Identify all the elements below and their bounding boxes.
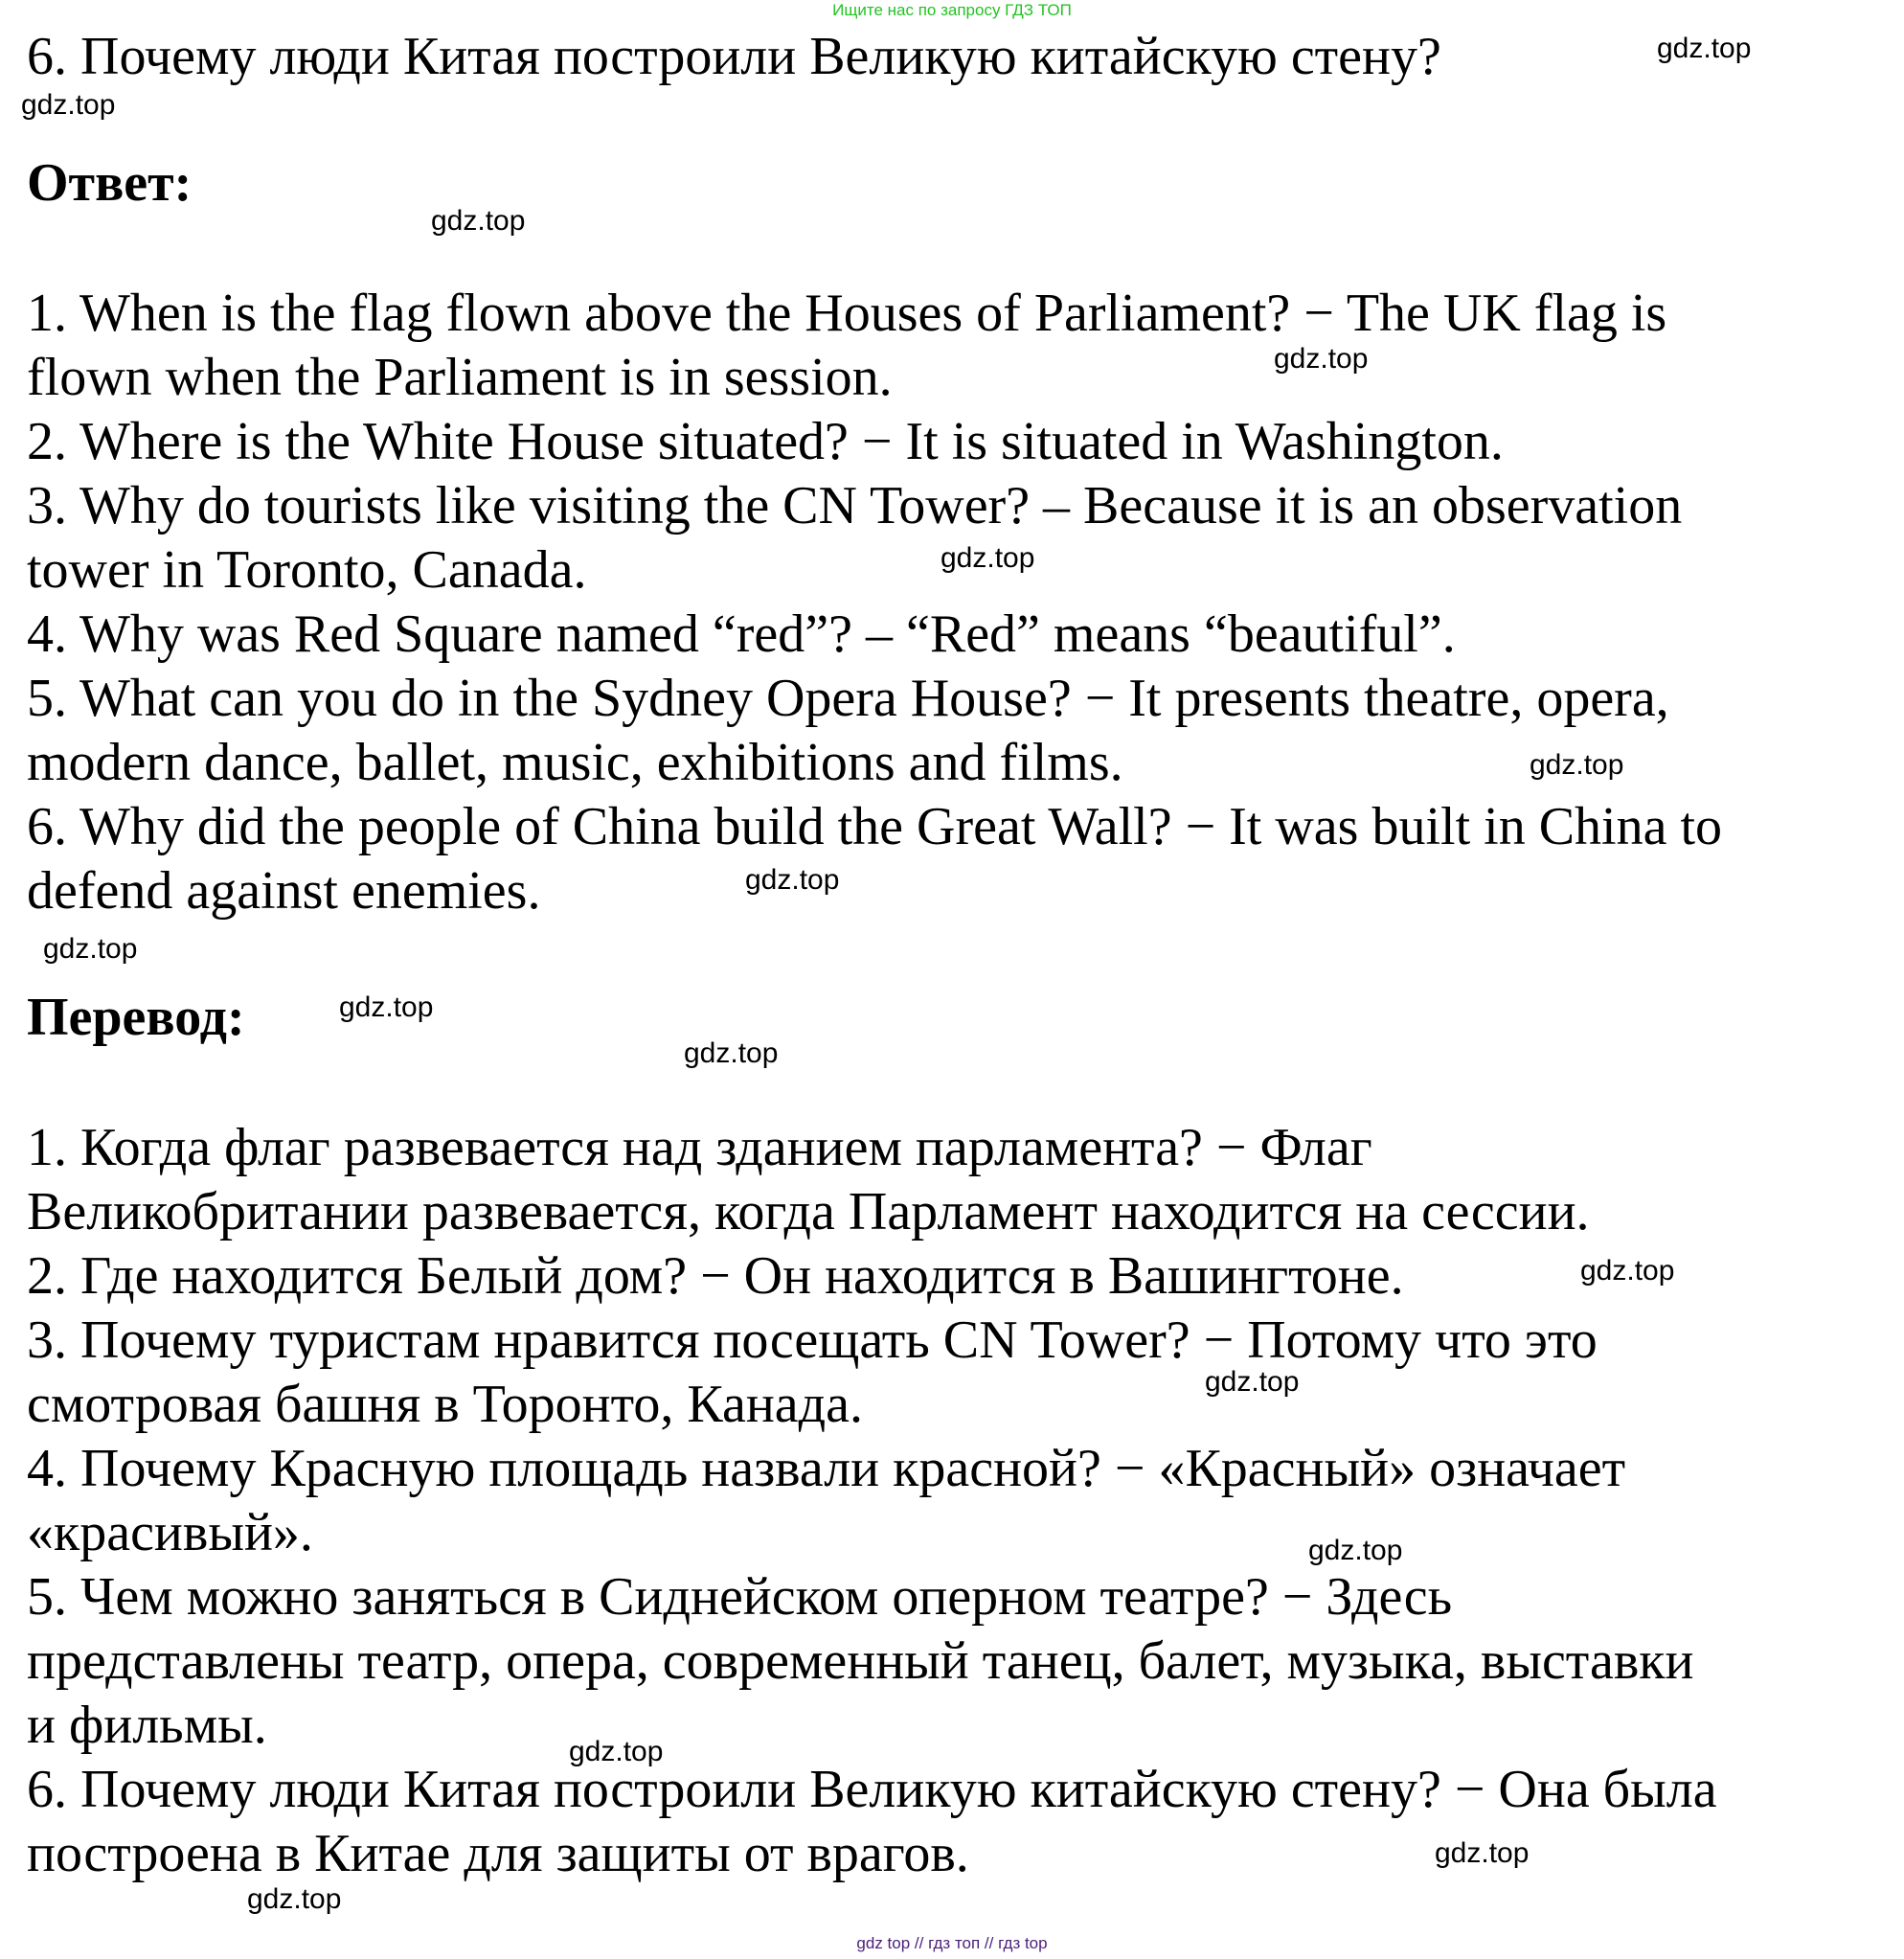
translation-line: 6. Почему люди Китая построили Великую китайскую стену? − Она была bbox=[27, 1760, 1717, 1819]
answer-heading: Ответ: bbox=[27, 153, 193, 213]
watermark: gdz.top bbox=[941, 542, 1035, 574]
watermark: gdz.top bbox=[43, 933, 138, 965]
answer-line: defend against enemies. bbox=[27, 861, 541, 921]
answer-line: 4. Why was Red Square named “red”? – “Red” means “beautiful”. bbox=[27, 604, 1456, 664]
watermark: gdz.top bbox=[247, 1883, 342, 1915]
translation-line: построена в Китае для защиты от врагов. bbox=[27, 1824, 969, 1883]
translation-heading: Перевод: bbox=[27, 988, 245, 1047]
watermark: gdz.top bbox=[1205, 1366, 1300, 1398]
watermark: gdz.top bbox=[745, 864, 840, 896]
answer-line: tower in Toronto, Canada. bbox=[27, 540, 587, 600]
translation-line: смотровая башня в Торонто, Канада. bbox=[27, 1375, 864, 1434]
watermark: gdz.top bbox=[21, 89, 116, 121]
watermark: gdz.top bbox=[1657, 33, 1752, 64]
watermark: gdz.top bbox=[569, 1736, 664, 1767]
answer-line: 3. Why do tourists like visiting the CN Tower? – Because it is an observation bbox=[27, 476, 1683, 535]
watermark: gdz.top bbox=[339, 991, 434, 1023]
translation-line: Великобритании развевается, когда Парламент находится на сессии. bbox=[27, 1182, 1590, 1241]
translation-line: представлены театр, опера, современный танец, балет, музыка, выставки bbox=[27, 1631, 1694, 1691]
translation-line: «красивый». bbox=[27, 1503, 313, 1562]
answer-line: modern dance, ballet, music, exhibitions and films. bbox=[27, 733, 1123, 792]
translation-line: 2. Где находится Белый дом? − Он находится в Вашингтоне. bbox=[27, 1246, 1404, 1306]
watermark: gdz.top bbox=[1530, 749, 1624, 781]
translation-line: 5. Чем можно заняться в Сиднейском оперном театре? − Здесь bbox=[27, 1567, 1453, 1627]
question-text: 6. Почему люди Китая построили Великую китайскую стену? bbox=[27, 27, 1441, 86]
watermark: gdz.top bbox=[431, 205, 526, 237]
answer-line: flown when the Parliament is in session. bbox=[27, 348, 893, 407]
answer-line: 6. Why did the people of China build the Great Wall? − It was built in China to bbox=[27, 797, 1723, 856]
watermark: gdz.top bbox=[1308, 1535, 1403, 1566]
watermark: gdz.top bbox=[1274, 343, 1369, 375]
translation-line: 1. Когда флаг развевается над зданием парламента? − Флаг bbox=[27, 1118, 1372, 1177]
translation-line: 3. Почему туристам нравится посещать CN Tower? − Потому что это bbox=[27, 1310, 1598, 1370]
watermark: gdz.top bbox=[1435, 1837, 1530, 1869]
translation-line: 4. Почему Красную площадь назвали красной? − «Красный» означает bbox=[27, 1439, 1626, 1498]
watermark: gdz.top bbox=[1580, 1255, 1675, 1287]
answer-line: 1. When is the flag flown above the Houses of Parliament? − The UK flag is bbox=[27, 284, 1667, 343]
answer-line: 5. What can you do in the Sydney Opera House? − It presents theatre, opera, bbox=[27, 669, 1669, 728]
answer-line: 2. Where is the White House situated? − It is situated in Washington. bbox=[27, 412, 1504, 471]
watermark: gdz.top bbox=[684, 1037, 779, 1069]
translation-line: и фильмы. bbox=[27, 1696, 267, 1755]
footer-links: gdz top // гдз топ // гдз top bbox=[856, 1934, 1048, 1952]
top-banner: Ищите нас по запросу ГДЗ ТОП bbox=[832, 1, 1072, 19]
